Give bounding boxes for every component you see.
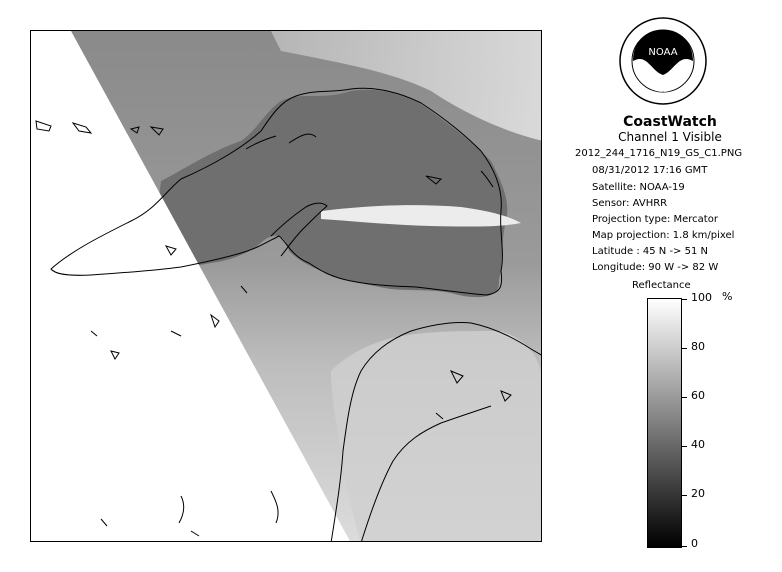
datetime-text: 08/31/2012 17:16 GMT	[592, 165, 708, 176]
longitude-text: Longitude: 90 W -> 82 W	[592, 262, 719, 273]
reflectance-colorbar	[647, 298, 682, 548]
colorbar-tick	[681, 446, 687, 447]
logo-text: NOAA	[648, 47, 678, 58]
satellite-image	[30, 30, 542, 542]
colorbar-tick-label: 40	[691, 438, 705, 451]
colorbar-tick-label: 80	[691, 340, 705, 353]
projection-type-text: Projection type: Mercator	[592, 214, 718, 225]
colorbar-tick	[681, 495, 687, 496]
satellite-text: Satellite: NOAA-19	[592, 182, 685, 193]
latitude-text: Latitude : 45 N -> 51 N	[592, 246, 708, 257]
channel-subtitle: Channel 1 Visible	[618, 130, 722, 144]
app-title: CoastWatch	[623, 114, 717, 130]
colorbar-tick	[681, 299, 687, 300]
colorbar-unit: %	[722, 290, 733, 303]
sensor-text: Sensor: AVHRR	[592, 198, 668, 209]
map-projection-text: Map projection: 1.8 km/pixel	[592, 230, 735, 241]
colorbar-tick-label: 60	[691, 389, 705, 402]
colorbar-tick	[681, 546, 687, 547]
colorbar-title: Reflectance	[632, 280, 691, 291]
colorbar-tick-label: 0	[691, 537, 698, 550]
lake-michigan-huron	[331, 331, 542, 542]
satellite-map	[31, 31, 542, 542]
colorbar-tick-label: 20	[691, 487, 705, 500]
filename-text: 2012_244_1716_N19_GS_C1.PNG	[575, 148, 743, 159]
colorbar-tick-label: 100	[691, 291, 712, 304]
colorbar-tick	[681, 397, 687, 398]
colorbar-tick	[681, 348, 687, 349]
noaa-logo	[619, 17, 707, 105]
